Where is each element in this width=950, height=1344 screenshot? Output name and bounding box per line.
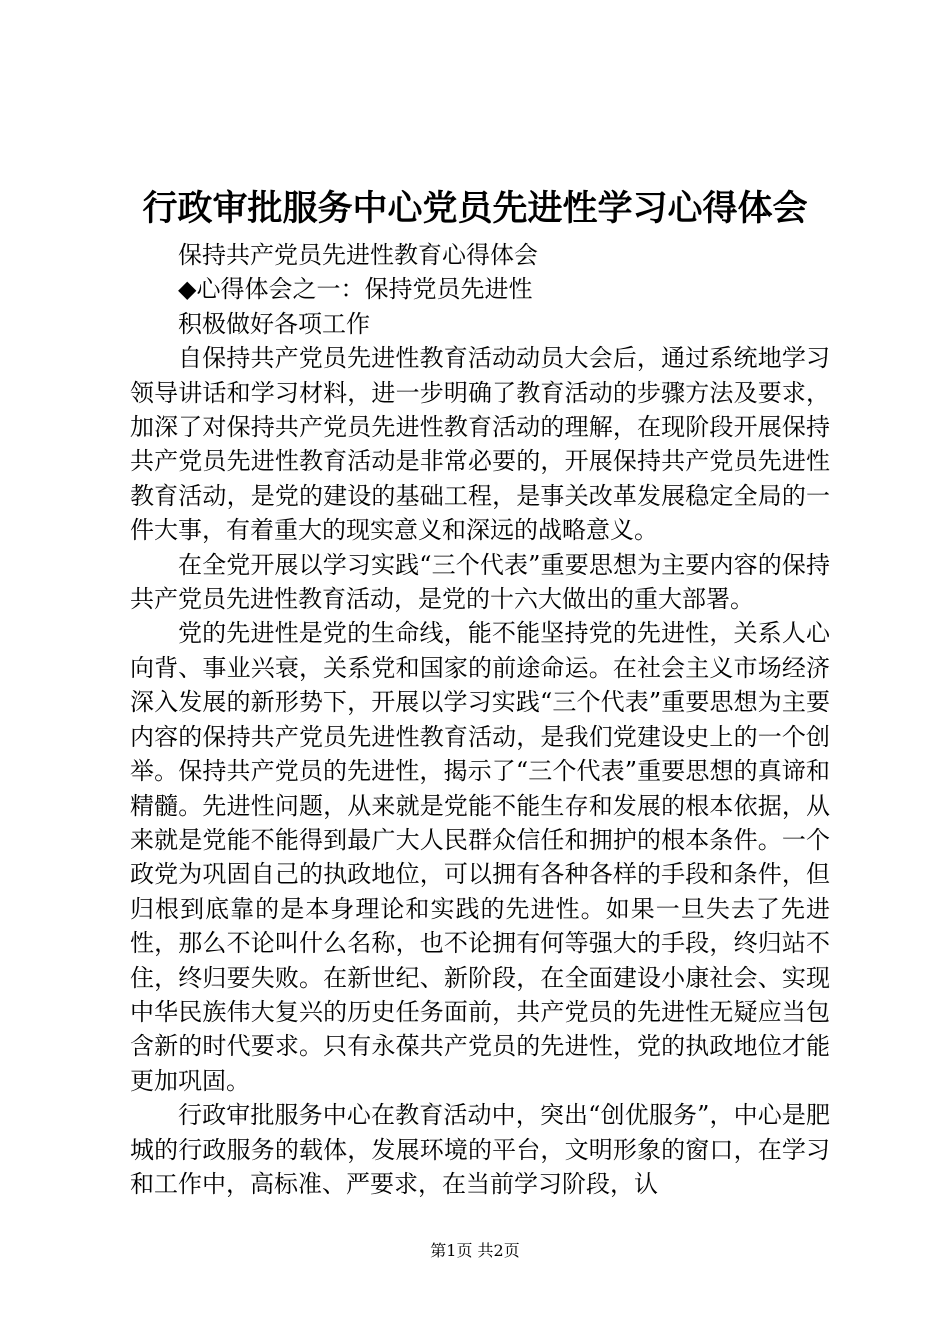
body-paragraph: 自保持共产党员先进性教育活动动员大会后，通过系统地学习领导讲话和学习材料，进一步明确了教育活动的步骤方法及要求，加深了对保持共产党员先进性教育活动的理解，在现阶段开展保持共产党员先进性教育活动是非常必要的，开展保持共产党员先进性教育活动，是党的建设的基础工程，是事关改革发展稳定全局的一件大事，有着重大的现实意义和深远的战略意义。 (130, 344, 830, 545)
document-title: 行政审批服务中心党员先进性学习心得体会 (142, 188, 808, 229)
page-footer: 第1页 共2页 (430, 1241, 520, 1260)
body-paragraph: 在全党开展以学习实践“三个代表”重要思想为主要内容的保持共产党员先进性教育活动，是党的十六大做出的重大部署。 (130, 550, 830, 614)
subtitle-line: 保持共产党员先进性教育心得体会 (178, 241, 538, 269)
document-body (130, 238, 830, 1201)
body-paragraph: 党的先进性是党的生命线，能不能坚持党的先进性，关系人心向背、事业兴衰，关系党和国家的前途命运。在社会主义市场经济深入发展的新形势下，开展以学习实践“三个代表”重要思想为主要内容的保持共产党员先进性教育活动，是我们党建设史上的一个创举。保持共产党员的先进性，揭示了“三个代表”重要思想的真谛和精髓。先进性问题，从来就是党能不能生存和发展的根本依据，从来就是党能不能得到最广大人民群众信任和拥护的根本条件。一个政党为巩固自己的执政地位，可以拥有各种各样的手段和条件，但归根到底靠的是本身理论和实践的先进性。如果一旦失去了先进性，那么不论叫什么名称，也不论拥有何等强大的手段，终归站不住，终归要失败。在新世纪、新阶段，在全面建设小康社会、实现中华民族伟大复兴的历史任务面前，共产党员的先进性无疑应当包含新的时代要求。只有永葆共产党员的先进性，党的执政地位才能更加巩固。 (130, 619, 830, 1095)
body-paragraph: 行政审批服务中心在教育活动中，突出“创优服务”，中心是肥城的行政服务的载体，发展环境的平台，文明形象的窗口，在学习和工作中，高标准、严要求，在当前学习阶段，认 (130, 1101, 830, 1198)
section-heading: ◆心得体会之一：保持党员先进性 (178, 275, 533, 304)
section-subheading: 积极做好各项工作 (178, 309, 370, 338)
